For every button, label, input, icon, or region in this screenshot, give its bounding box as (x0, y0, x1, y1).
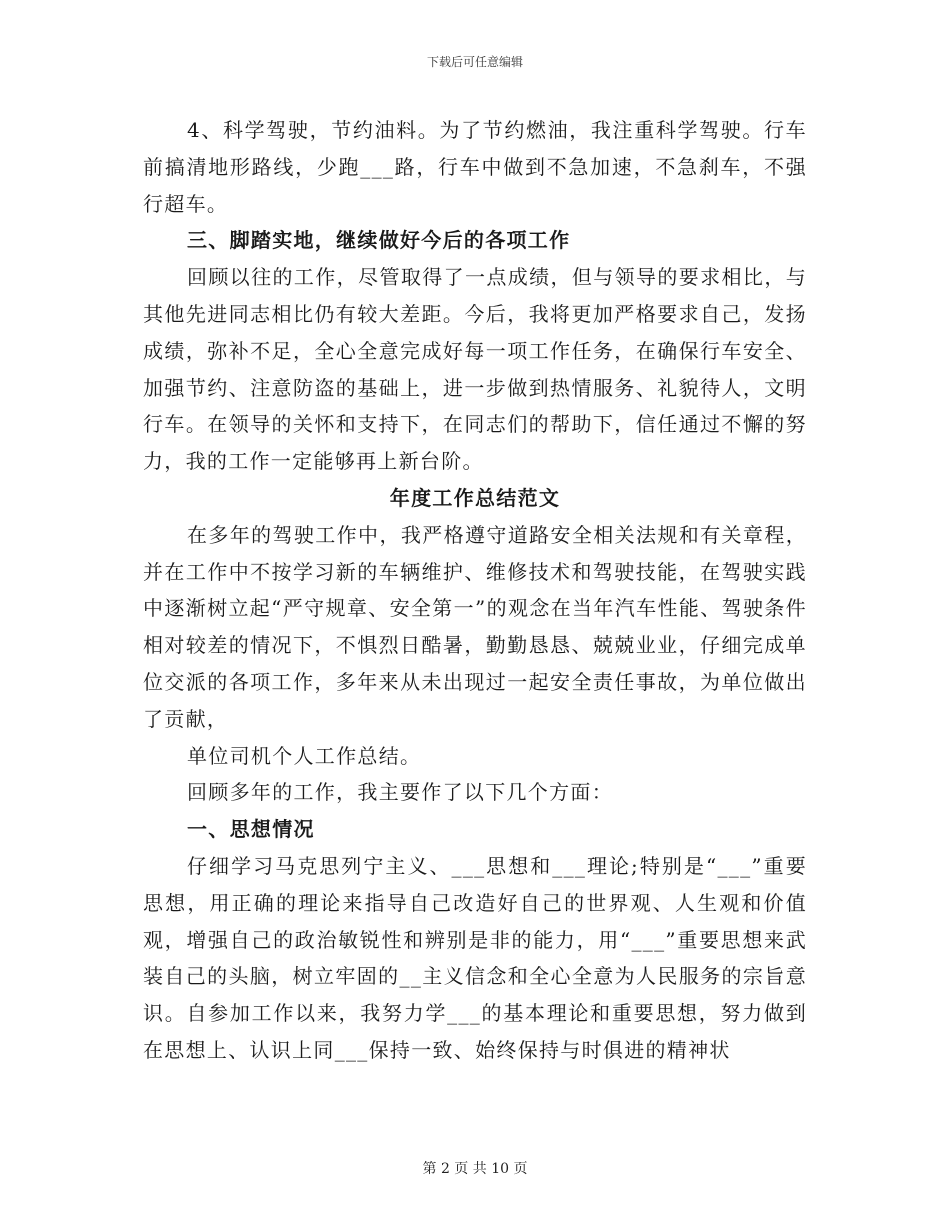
paragraph-summary-title: 单位司机个人工作总结。 (187, 743, 422, 768)
document-title: 年度工作总结范文 (389, 485, 561, 510)
paragraph-thought: 仔细学习马克思列宁主义、___思想和___理论;特别是“___”重要思想，用正确的理论来指导自己改造好自己的世界观、人生观和价值观，增强自己的政治敏锐性和辨别是非的能力，用“___”重要思想来武装自己的头脑，树立牢固的__主义信念和全心全意为人民服务的宗旨意识。自参加工作以来，我努力学___的基本理论和重要思想，努力做到在思想上、认识上同___保持一致、始终保持与时俱进的精神状 (143, 853, 807, 1062)
page-number: 第 2 页 共 10 页 (422, 1161, 528, 1177)
page-header-note: 下载后可任意编辑 (426, 55, 523, 69)
paragraph-review-intro: 回顾多年的工作，我主要作了以下几个方面： (187, 780, 613, 805)
section-heading-future-work: 三、脚踏实地，继续做好今后的各项工作 (187, 228, 571, 253)
paragraph-review: 回顾以往的工作，尽管取得了一点成绩，但与领导的要求相比，与其他先进同志相比仍有较大差距。今后，我将更加严格要求自己，发扬成绩，弥补不足，全心全意完成好每一项工作任务，在确保行车安全、加强节约、注意防盗的基础上，进一步做到热情服务、礼貌待人，文明行车。在领导的关怀和支持下，在同志们的帮助下，信任通过不懈的努力，我的工作一定能够再上新台阶。 (143, 265, 807, 474)
document-body (143, 112, 807, 1069)
section-heading-thought: 一、思想情况 (187, 817, 315, 842)
paragraph-fuel-saving: 4、科学驾驶，节约油料。为了节约燃油，我注重科学驾驶。行车前搞清地形路线，少跑___路，行车中做到不急加速，不急刹车，不强行超车。 (143, 118, 807, 216)
paragraph-driving-work: 在多年的驾驶工作中，我严格遵守道路安全相关法规和有关章程，并在工作中不按学习新的车辆维护、维修技术和驾驶技能，在驾驶实践中逐渐树立起“严守规章、安全第一”的观念在当年汽车性能、驾驶条件相对较差的情况下，不惧烈日酷暑，勤勤恳恳、兢兢业业，仔细完成单位交派的各项工作，多年来从未出现过一起安全责任事故，为单位做出了贡献， (143, 522, 807, 731)
